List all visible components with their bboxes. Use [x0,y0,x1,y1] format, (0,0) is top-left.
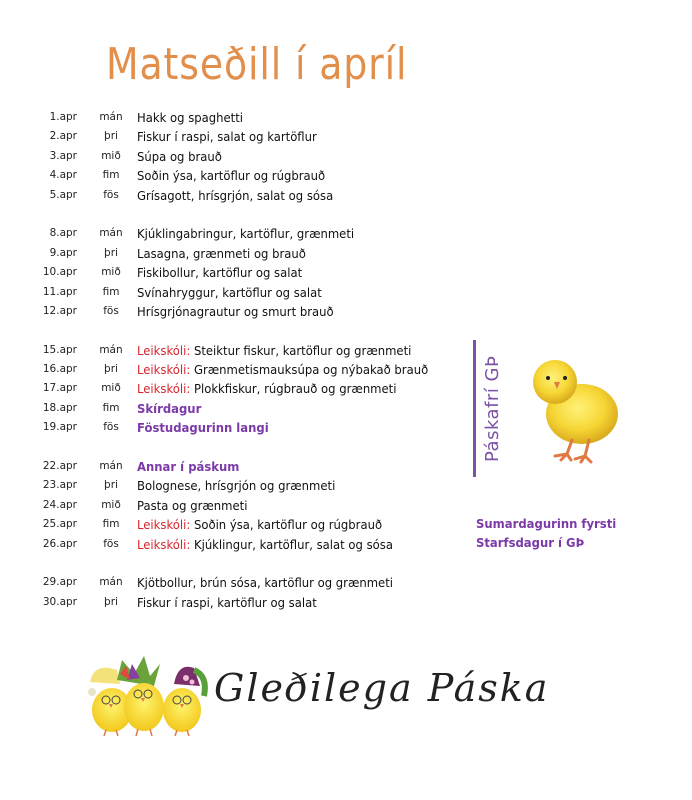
week-group [0,573,470,612]
holiday-cell [137,399,201,418]
meal-cell [137,127,317,146]
meal-text: Grænmetismauksúpa og nýbakað brauð [193,362,429,378]
holiday-cell [137,457,239,476]
date-cell: 8.apr [49,227,77,240]
note-staff-day: Starfsdagur í GÞ [476,535,585,551]
date-cell: 24.apr [42,498,77,511]
menu-row [0,418,470,437]
menu-row [0,457,470,476]
meal-text: Föstudagurinn langi [137,420,269,436]
date-cell: 16.apr [42,363,77,376]
weekday-cell: mán [99,227,123,240]
weekday-cell: mið [101,498,121,511]
date-cell: 19.apr [42,421,77,434]
meal-cell [137,166,325,185]
weekday-cell: fim [102,518,120,531]
easter-banner [82,652,552,737]
meal-text: Soðin ýsa, kartöflur og rúgbrauð [193,517,383,533]
preschool-tag: Leikskóli: [137,517,191,533]
menu-row [0,341,470,360]
meal-text: Kjúklingabringur, kartöflur, grænmeti [137,226,355,242]
meal-text: Hrísgrjónagrautur og smurt brauð [137,303,334,319]
week-group [0,457,470,554]
meal-text: Pasta og grænmeti [137,497,248,513]
meal-cell [137,147,222,166]
page-title: Matseðill í apríl [106,39,408,90]
easter-break-label: Páskafrí GÞ [482,355,503,462]
meal-cell [137,108,243,127]
date-cell: 15.apr [42,343,77,356]
meal-text: Fiskur í raspi, kartöflur og salat [137,594,317,610]
weekday-cell: mið [101,266,121,279]
meal-text: Soðin ýsa, kartöflur og rúgbrauð [137,168,326,184]
date-cell: 22.apr [42,460,77,473]
jester-chicks-image [82,652,217,737]
menu-row [0,127,470,146]
date-cell: 18.apr [42,401,77,414]
weekday-cell: fim [102,169,120,182]
weekday-cell: fim [102,285,120,298]
preschool-tag: Leikskóli: [137,381,191,397]
menu-row [0,593,470,612]
date-cell: 9.apr [49,246,77,259]
menu-row [0,399,470,418]
meal-cell [137,593,317,612]
meal-cell [137,302,334,321]
side-notes [476,514,627,553]
date-cell: 5.apr [49,188,77,201]
easter-break-divider [473,340,476,477]
meal-text: Steiktur fiskur, kartöflur og grænmeti [193,342,412,358]
date-cell: 10.apr [42,266,77,279]
menu-row [0,302,470,321]
menu-row [0,244,470,263]
weekday-cell: fös [103,537,119,550]
meal-text: Bolognese, hrísgrjón og grænmeti [137,478,336,494]
meal-cell [137,360,428,379]
menu-row [0,515,470,534]
date-cell: 26.apr [42,537,77,550]
note-first-day-of-summer: Sumardagurinn fyrsti [476,516,617,531]
date-cell: 1.apr [49,111,77,123]
meal-text: Svínahryggur, kartöflur og salat [137,284,322,300]
meal-cell [137,263,302,282]
weekday-cell: fös [103,421,119,434]
meal-text: Fiskur í raspi, salat og kartöflur [137,129,317,145]
menu-row [0,283,470,302]
date-cell: 12.apr [42,304,77,317]
chick-image [527,352,622,464]
meal-cell [137,476,335,495]
menu-row [0,535,470,554]
holiday-cell [137,418,269,437]
weekday-cell: mið [101,382,121,395]
meal-text: Súpa og brauð [137,148,222,164]
meal-cell [137,573,393,592]
weekday-cell: þri [104,246,118,259]
weekday-cell: mán [99,460,123,473]
meal-text: Skírdagur [137,400,202,416]
meal-cell [137,515,382,534]
meal-cell [137,283,322,302]
weekday-cell: mán [99,576,123,589]
meal-text: Plokkfiskur, rúgbrauð og grænmeti [193,381,397,397]
menu-row [0,360,470,379]
meal-text: Kjúklingur, kartöflur, salat og sósa [193,536,393,552]
meal-cell [137,496,247,515]
menu-row [0,263,470,282]
meal-text: Annar í páskum [137,459,240,475]
meal-text: Fiskibollur, kartöflur og salat [137,265,303,281]
meal-text: Hakk og spaghetti [137,110,244,125]
meal-cell [137,535,393,554]
menu-row [0,496,470,515]
weekday-cell: fös [103,304,119,317]
meal-cell [137,224,354,243]
weekday-cell: mið [101,149,121,162]
preschool-tag: Leikskóli: [137,536,191,552]
date-cell: 2.apr [49,130,77,143]
date-cell: 17.apr [42,382,77,395]
weekday-cell: þri [104,479,118,492]
meal-cell [137,244,306,263]
meal-cell [137,379,396,398]
week-group [0,341,470,438]
weekday-cell: þri [104,595,118,608]
menu-table [0,108,470,632]
menu-row [0,186,470,205]
menu-row [0,573,470,592]
weekday-cell: þri [104,130,118,143]
week-group [0,224,470,321]
date-cell: 4.apr [49,169,77,182]
weekday-cell: mán [99,111,123,123]
date-cell: 23.apr [42,479,77,492]
date-cell: 30.apr [42,595,77,608]
weekday-cell: fim [102,401,120,414]
meal-cell [137,186,333,205]
meal-text: Lasagna, grænmeti og brauð [137,245,306,261]
menu-row [0,108,470,127]
weekday-cell: fös [103,188,119,201]
week-group [0,108,470,205]
meal-text: Kjötbollur, brún sósa, kartöflur og grænmeti [137,575,394,591]
meal-text: Grísagott, hrísgrjón, salat og sósa [137,187,334,203]
menu-row [0,147,470,166]
menu-row [0,476,470,495]
meal-cell [137,341,411,360]
weekday-cell: þri [104,363,118,376]
date-cell: 29.apr [42,576,77,589]
date-cell: 25.apr [42,518,77,531]
weekday-cell: mán [99,343,123,356]
menu-row [0,379,470,398]
happy-easter-text: Gleðilega Páska [214,666,550,710]
menu-row [0,224,470,243]
preschool-tag: Leikskóli: [137,362,191,378]
date-cell: 11.apr [42,285,77,298]
menu-row [0,166,470,185]
preschool-tag: Leikskóli: [137,342,191,358]
date-cell: 3.apr [49,149,77,162]
